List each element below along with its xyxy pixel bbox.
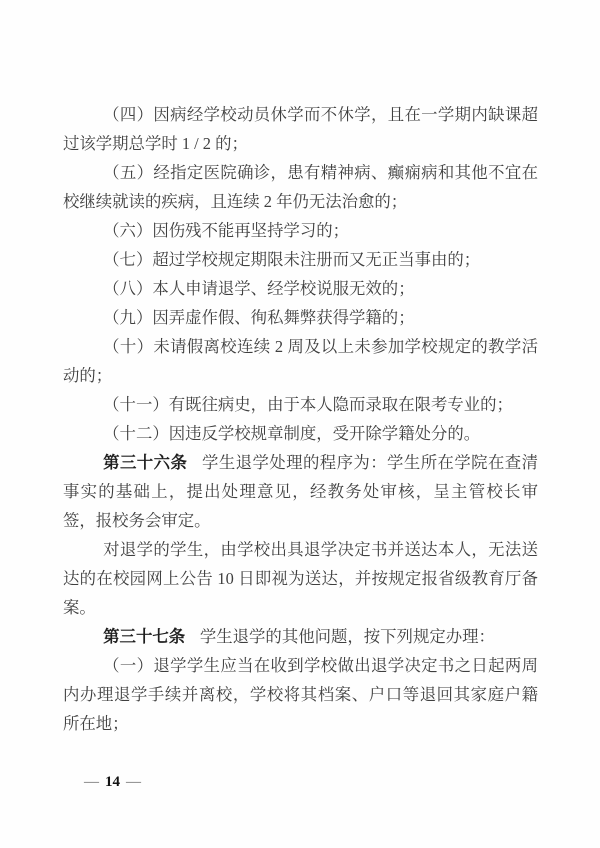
paragraph-item-7 (63, 245, 538, 274)
page-footer (84, 772, 141, 792)
paragraph-item-10 (63, 332, 538, 390)
paragraph-item-1 (63, 651, 538, 738)
paragraph-text: 对退学的学生，由学校出具退学决定书并送达本人，无法送达的在校园网上公告 10 日即视为送达，并按规定报省级教育厅备案。 (63, 540, 538, 617)
paragraph-item-8 (63, 274, 538, 303)
paragraph-text: （十二）因违反学校规章制度，受开除学籍处分的。 (103, 424, 481, 443)
article-37 (63, 622, 538, 651)
paragraph-text: 学生退学的其他问题，按下列规定办理： (199, 627, 495, 646)
paragraph-text: （六）因伤残不能再坚持学习的； (103, 221, 350, 240)
paragraph-item-5 (63, 158, 538, 216)
article-36-heading: 第三十六条 (103, 453, 188, 472)
document-body (63, 100, 538, 738)
article-36 (63, 448, 538, 535)
footer-dash-right: — (126, 774, 141, 790)
paragraph-text: （九）因弄虚作假、徇私舞弊获得学籍的； (103, 308, 415, 327)
page-number: 14 (105, 774, 120, 790)
paragraph-item-11 (63, 390, 538, 419)
paragraph-item-4 (63, 100, 538, 158)
paragraph-item-9 (63, 303, 538, 332)
paragraph-text: （七）超过学校规定期限未注册而又无正当事由的； (103, 250, 481, 269)
paragraph-text: （四）因病经学校动员休学而不休学，且在一学期内缺课超过该学期总学时 1 / 2 的； (63, 105, 538, 153)
paragraph-delivery (63, 535, 538, 622)
footer-dash-left: — (84, 774, 99, 790)
paragraph-item-12 (63, 419, 538, 448)
paragraph-text: （五）经指定医院确诊，患有精神病、癫痫病和其他不宜在校继续就读的疾病，且连续 2 年仍无法治愈的； (63, 163, 538, 211)
paragraph-text: （十一）有既往病史，由于本人隐而录取在限考专业的； (103, 395, 513, 414)
paragraph-text: （十）未请假离校连续 2 周及以上未参加学校规定的教学活动的； (63, 337, 538, 385)
paragraph-text: （八）本人申请退学、经学校说服无效的； (103, 279, 415, 298)
paragraph-text: （一）退学学生应当在收到学校做出退学决定书之日起两周内办理退学手续并离校，学校将其档案、户口等退回其家庭户籍所在地； (63, 656, 538, 733)
paragraph-item-6 (63, 216, 538, 245)
article-37-heading: 第三十七条 (103, 627, 186, 646)
paragraph-text: 学生退学处理的程序为：学生所在学院在查清事实的基础上，提出处理意见，经教务处审核，呈主管校长审签，报校务会审定。 (63, 453, 539, 530)
